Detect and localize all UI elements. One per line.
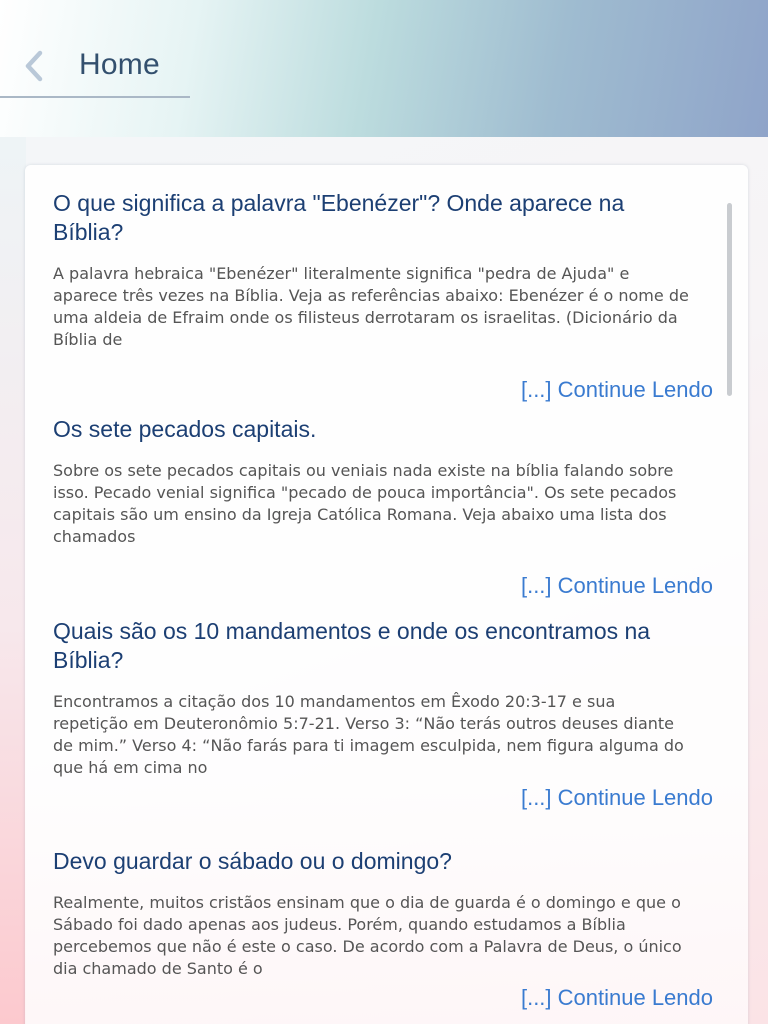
continue-reading-link[interactable]: [...] Continue Lendo bbox=[520, 573, 713, 598]
list-item[interactable] bbox=[53, 617, 713, 810]
continue-reading-link[interactable]: [...] Continue Lendo bbox=[520, 377, 713, 402]
chevron-left-icon bbox=[23, 50, 45, 82]
header-divider bbox=[0, 96, 190, 98]
list-item[interactable] bbox=[53, 415, 713, 598]
page-title: Home bbox=[79, 48, 160, 81]
list-item[interactable] bbox=[53, 189, 713, 402]
continue-reading-link[interactable]: [...] Continue Lendo bbox=[520, 985, 713, 1010]
article-title[interactable]: Devo guardar o sábado ou o domingo? bbox=[53, 848, 452, 874]
article-excerpt: Realmente, muitos cristãos ensinam que o dia de guarda é o domingo e que o Sábado foi dado apenas aos judeus. Porém, quando estudamos a Bíblia percebemos que não é este o caso. De acordo com a Palavra de Deus, o único dia chamado de Santo é o bbox=[53, 893, 682, 978]
article-excerpt: Encontramos a citação dos 10 mandamentos em Êxodo 20:3-17 e sua repetição em Deuteronômio 5:7-21. Verso 3: “Não terás outros deuses diante de mim.” Verso 4: “Não farás para ti imagem esculpida, nem figura alguma do que há em cima no bbox=[53, 692, 684, 777]
article-list[interactable] bbox=[25, 165, 748, 1024]
back-button[interactable] bbox=[14, 46, 54, 86]
article-title[interactable]: Quais são os 10 mandamentos e onde os encontramos na Bíblia? bbox=[53, 618, 651, 673]
background-left-strip bbox=[0, 137, 26, 1024]
article-title[interactable]: Os sete pecados capitais. bbox=[53, 416, 317, 442]
continue-reading-link[interactable]: [...] Continue Lendo bbox=[520, 785, 713, 810]
header-bar bbox=[0, 0, 768, 137]
list-item[interactable] bbox=[53, 847, 713, 1010]
article-title[interactable]: O que significa a palavra "Ebenézer"? Onde aparece na Bíblia? bbox=[53, 190, 625, 245]
article-excerpt: Sobre os sete pecados capitais ou veniais nada existe na bíblia falando sobre isso. Pecado venial significa "pecado de pouca importância". Os sete pecados capitais são um ensino da Igreja Católica Romana. Veja abaixo uma lista dos chamados bbox=[53, 461, 677, 546]
article-excerpt: A palavra hebraica "Ebenézer" literalmente significa "pedra de Ajuda" e aparece três vezes na Bíblia. Veja as referências abaixo: Ebenézer é o nome de uma aldeia de Efraim onde os filisteus derrotaram os israelitas. (Dicionário da Bíblia de bbox=[53, 264, 689, 349]
scrollbar[interactable] bbox=[727, 203, 732, 396]
